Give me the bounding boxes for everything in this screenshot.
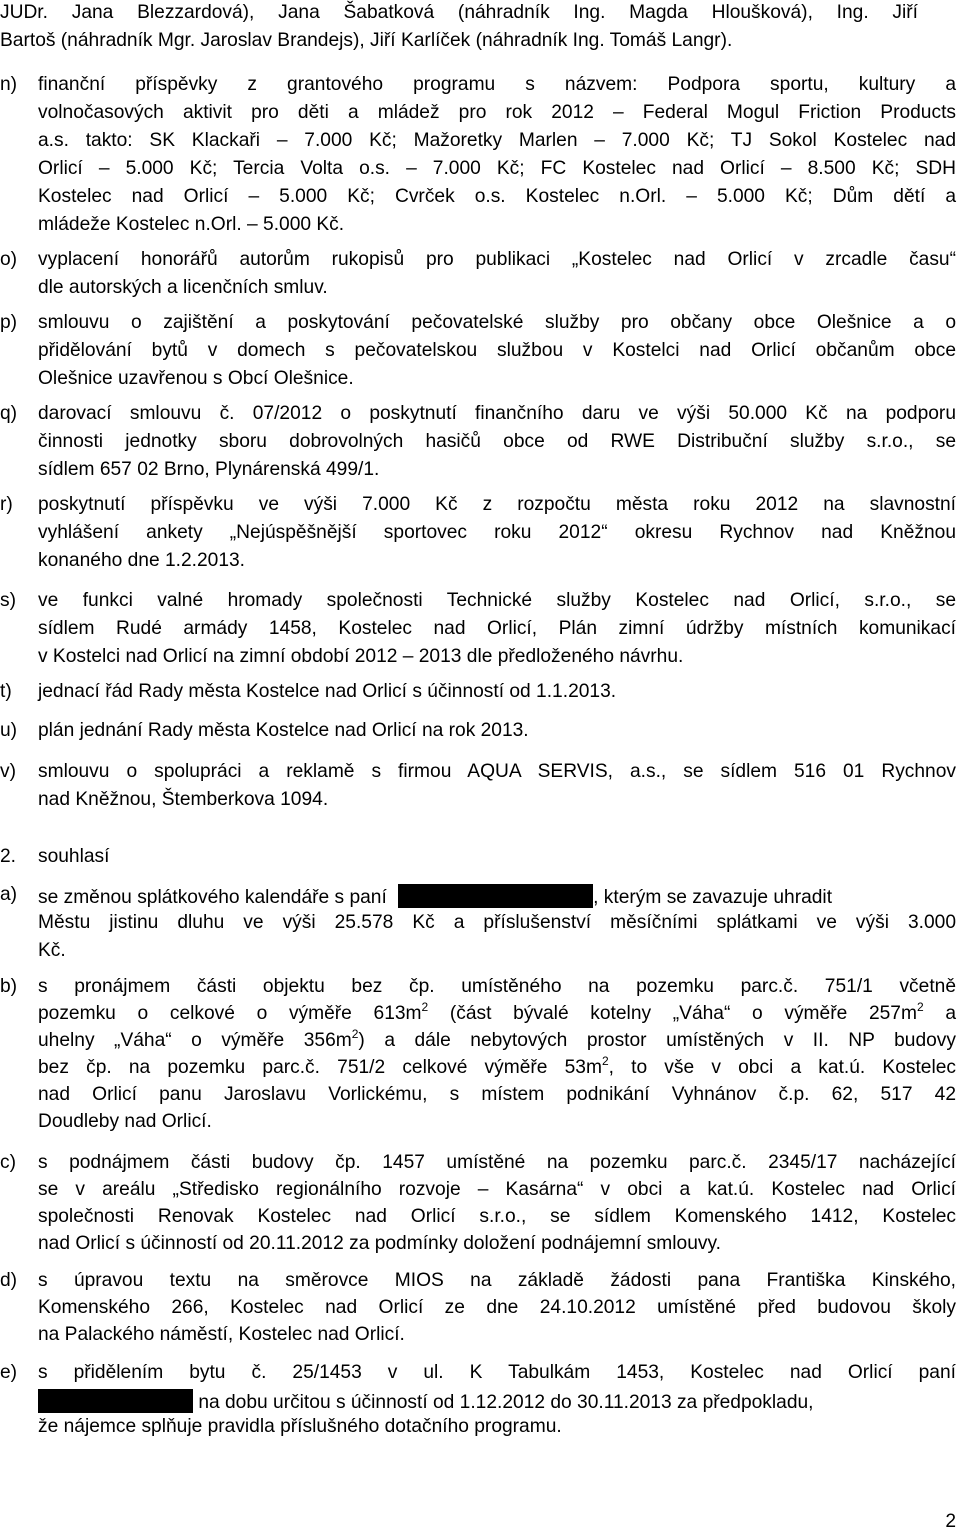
section-title: souhlasí bbox=[38, 846, 110, 867]
text-segment: ) a dále nebytových prostor umístěných v II. NP budovy bbox=[358, 1030, 956, 1051]
item-label: c) bbox=[0, 1152, 16, 1173]
item-label: v) bbox=[0, 761, 16, 782]
item-label: a) bbox=[0, 884, 18, 905]
item-label: r) bbox=[0, 494, 13, 515]
item-label: n) bbox=[0, 74, 18, 95]
text-line: Doudleby nad Orlicí. bbox=[38, 1111, 212, 1132]
text-line: na Palackého náměstí, Kostelec nad Orlicí. bbox=[38, 1324, 405, 1345]
text-line: Olešnice uzavřenou s Obcí Olešnice. bbox=[38, 368, 354, 389]
text-line: dle autorských a licenčních smluv. bbox=[38, 277, 328, 298]
text-line: v Kostelci nad Orlicí na zimní období 2012 – 2013 dle předloženého návrhu. bbox=[38, 646, 684, 667]
superscript: 2 bbox=[351, 1027, 359, 1041]
text-line: sídlem 657 02 Brno, Plynárenská 499/1. bbox=[38, 459, 380, 480]
text-line: smlouvu o zajištění a poskytování pečovatelské služby pro občany obce Olešnice a o bbox=[38, 312, 956, 333]
item-label: o) bbox=[0, 249, 18, 270]
text-line: mládeže Kostelec n.Orl. – 5.000 Kč. bbox=[38, 214, 345, 235]
section-number: 2. bbox=[0, 846, 17, 867]
text-line: s úpravou textu na směrovce MIOS na základě žádosti pana Františka Kinského, bbox=[38, 1270, 956, 1291]
text-line: ve funkci valné hromady společnosti Technické služby Kostelec nad Orlicí, s.r.o., se bbox=[38, 590, 956, 611]
text-line: Městu jistinu dluhu ve výši 25.578 Kč a příslušenství měsíčními splátkami ve výši 3.000 bbox=[38, 912, 956, 933]
text-line: a.s. takto: SK Klackaři – 7.000 Kč; Mažoretky Marlen – 7.000 Kč; TJ Sokol Kostelec nad bbox=[38, 130, 956, 151]
text-segment: a bbox=[923, 1003, 956, 1024]
text-line: poskytnutí příspěvku ve výši 7.000 Kč z rozpočtu města roku 2012 na slavnostní bbox=[38, 494, 956, 515]
text-line bbox=[38, 1027, 956, 1052]
text-line: s pronájmem části objektu bez čp. umístěného na pozemku parc.č. 751/1 včetně bbox=[38, 976, 956, 997]
text-line: se v areálu „Středisko regionálního rozvoje – Kasárna“ v obci a kat.ú. Kostelec nad Orlicí bbox=[38, 1179, 956, 1200]
redaction-bar bbox=[38, 1389, 193, 1413]
text-line: nad Orlicí panu Jaroslavu Vorlickému, s místem podnikání Vyhnánov č.p. 62, 517 42 bbox=[38, 1084, 956, 1105]
text-line: JUDr. Jana Blezzardová), Jana Šabatková (náhradník Ing. Magda Hloušková), Ing. Jiří bbox=[0, 2, 918, 23]
redaction-bar bbox=[398, 884, 593, 908]
text-line: že nájemce splňuje pravidla příslušného dotačního programu. bbox=[38, 1416, 562, 1437]
text-line: Kč. bbox=[38, 940, 66, 961]
superscript: 2 bbox=[916, 1000, 924, 1014]
text-line: darovací smlouvu č. 07/2012 o poskytnutí finančního daru ve výši 50.000 Kč na podporu bbox=[38, 403, 956, 424]
text-segment: pozemku o celkové o výměře 613m bbox=[38, 1003, 422, 1024]
item-label: u) bbox=[0, 720, 18, 741]
text-line bbox=[38, 1000, 956, 1025]
text-segment: uhelny „Váha“ o výměře 356m bbox=[38, 1030, 352, 1051]
text-line: Bartoš (náhradník Mgr. Jaroslav Brandejs), Jiří Karlíček (náhradník Ing. Tomáš Langr). bbox=[0, 30, 733, 51]
text-line: Komenského 266, Kostelec nad Orlicí ze dne 24.10.2012 umístěné před budovou školy bbox=[38, 1297, 956, 1318]
text-line: konaného dne 1.2.2013. bbox=[38, 550, 245, 571]
text-line: nad Orlicí s účinností od 20.11.2012 za podmínky doložení podnájemní smlouvy. bbox=[38, 1233, 721, 1254]
text-segment: na dobu určitou s účinností od 1.12.2012 do 30.11.2013 za předpokladu, bbox=[193, 1392, 814, 1413]
text-line: vyplacení honorářů autorům rukopisů pro publikaci „Kostelec nad Orlicí v zrcadle času“ bbox=[38, 249, 956, 270]
text-line: volnočasových aktivit pro děti a mládež pro rok 2012 – Federal Mogul Friction Products bbox=[38, 102, 956, 123]
text-segment: bez čp. na pozemku parc.č. 751/2 celkové výměře 53m bbox=[38, 1057, 602, 1078]
text-line: finanční příspěvky z grantového programu s názvem: Podpora sportu, kultury a bbox=[38, 74, 956, 95]
text-line: s přidělením bytu č. 25/1453 v ul. K Tabulkám 1453, Kostelec nad Orlicí paní bbox=[38, 1362, 956, 1383]
item-label: q) bbox=[0, 403, 18, 424]
superscript: 2 bbox=[421, 1000, 429, 1014]
text-segment: (část bývalé kotelny „Váha“ o výměře 257m bbox=[428, 1003, 917, 1024]
text-segment: , to vše v obci a kat.ú. Kostelec bbox=[608, 1057, 956, 1078]
item-label: e) bbox=[0, 1362, 18, 1383]
text-line: Orlicí – 5.000 Kč; Tercia Volta o.s. – 7.000 Kč; FC Kostelec nad Orlicí – 8.500 Kč; SDH bbox=[38, 158, 956, 179]
text-line bbox=[38, 1389, 956, 1414]
text-line: sídlem Rudé armády 1458, Kostelec nad Orlicí, Plán zimní údržby místních komunikací bbox=[38, 618, 956, 639]
text-line: s podnájmem části budovy čp. 1457 umístěné na pozemku parc.č. 2345/17 nacházející bbox=[38, 1152, 956, 1173]
text-line: nad Kněžnou, Štemberkova 1094. bbox=[38, 789, 329, 810]
text-segment: se změnou splátkového kalendáře s paní bbox=[38, 887, 387, 908]
item-label: t) bbox=[0, 681, 12, 702]
superscript: 2 bbox=[601, 1054, 609, 1068]
item-label: s) bbox=[0, 590, 16, 611]
text-line: smlouvu o spolupráci a reklamě s firmou AQUA SERVIS, a.s., se sídlem 516 01 Rychnov bbox=[38, 761, 956, 782]
text-line: plán jednání Rady města Kostelce nad Orlicí na rok 2013. bbox=[38, 720, 529, 741]
text-line bbox=[38, 884, 956, 909]
text-line: Kostelec nad Orlicí – 5.000 Kč; Cvrček o.s. Kostelec n.Orl. – 5.000 Kč; Dům dětí a bbox=[38, 186, 956, 207]
text-line: přidělování bytů v domech s pečovatelskou službou v Kostelci nad Orlicí občanům obce bbox=[38, 340, 956, 361]
text-line: jednací řád Rady města Kostelce nad Orlicí s účinností od 1.1.2013. bbox=[38, 681, 617, 702]
text-line bbox=[38, 1054, 956, 1079]
item-label: p) bbox=[0, 312, 18, 333]
item-label: b) bbox=[0, 976, 18, 997]
text-line: vyhlášení ankety „Nejúspěšnější sportovec roku 2012“ okresu Rychnov nad Kněžnou bbox=[38, 522, 956, 543]
text-segment: , kterým se zavazuje uhradit bbox=[593, 887, 833, 908]
text-line: společnosti Renovak Kostelec nad Orlicí s.r.o., se sídlem Komenského 1412, Kostelec bbox=[38, 1206, 956, 1227]
page-number: 2 bbox=[945, 1511, 956, 1532]
item-label: d) bbox=[0, 1270, 18, 1291]
text-line: činnosti jednotky sboru dobrovolných hasičů obce od RWE Distribuční služby s.r.o., se bbox=[38, 431, 956, 452]
